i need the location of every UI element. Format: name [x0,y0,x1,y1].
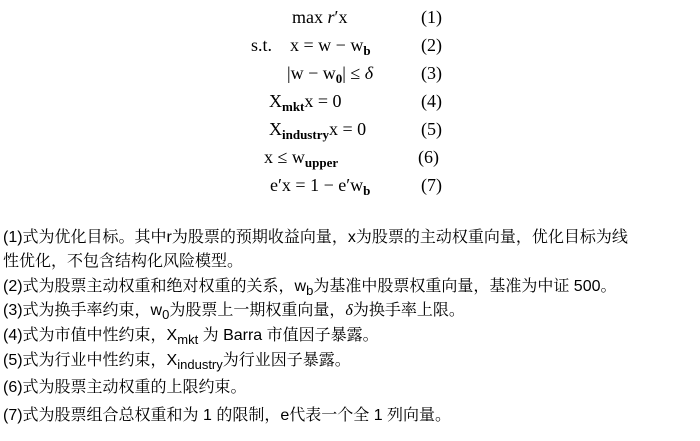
eq5-tail: x = 0 [328,119,367,139]
eq2-st: s.t. [251,35,273,55]
equation-6 [264,148,338,169]
eq3-sub: 0 [335,71,343,86]
equation-7 [270,176,370,197]
paragraph-7: (7)式为股票组合总权重和为 1 的限制，e代表一个全 1 列向量。 [3,407,452,424]
eq4-sub: mkt [282,99,305,114]
equation-1 [292,8,347,26]
paragraph-4 [3,325,697,351]
paragraph-2 [3,276,697,302]
equation-4-number: (4) [421,91,442,111]
paragraph-1-line-2: 性优化，不包含结构化风险模型。 [3,253,244,270]
p3-sub: 0 [162,307,170,322]
p3-text-b: 为股票上一期权重向量， [169,302,346,319]
eq7-body: e′x = 1 − e′w [270,175,364,195]
eq5-body: X [269,119,282,139]
p3-text-a: (3)式为换手率约束，w [3,302,163,319]
paragraph-5 [3,350,697,376]
paragraph-1-line-1: (1)式为优化目标。其中r为股票的预期收益向量，x为股票的主动权重向量，优化目标为线 [3,229,628,246]
eq1-max: max [292,7,328,27]
equation-2-number: (2) [421,35,442,55]
eq6-body: x ≤ w [264,147,305,167]
p3-text-c: 为换手率上限。 [352,302,465,319]
equation-3 [287,64,373,85]
equation-5-number: (5) [421,119,442,139]
paragraph-6: (6)式为股票主动权重的上限约束。 [3,379,247,396]
eq5-sub: industry [282,127,329,142]
p3-delta: δ [345,302,353,319]
p4-sub: mkt [177,332,199,347]
p2-text-b: 为基准中股票权重向量，基准为中证 500。 [313,278,617,295]
eq3-tail: | ≤ δ [342,63,374,83]
eq1-r: r [327,7,335,27]
p5-sub: industry [177,357,223,372]
eq4-tail: x = 0 [304,91,342,111]
p2-text-a: (2)式为股票主动权重和绝对权重的关系，w [3,278,307,295]
p5-text-b: 为行业因子暴露。 [222,352,351,369]
equation-2 [251,36,371,57]
equation-1-number: (1) [421,7,442,27]
eq2-sub: b [363,43,371,58]
equation-6-number: (6) [418,147,439,167]
paragraph-3 [3,300,697,326]
equation-3-number: (3) [421,63,442,83]
eq3-body: |w − w [287,63,336,83]
equation-4 [269,92,342,113]
eq6-sub: upper [304,155,339,170]
p2-sub: b [306,283,314,298]
equation-7-number: (7) [421,175,442,195]
eq2-body: x = w − w [290,35,364,55]
p5-text-a: (5)式为行业中性约束，X [3,352,178,369]
eq7-sub: b [363,183,371,198]
eq4-body: X [269,91,282,111]
p4-text-b: 为 Barra 市值因子暴露。 [198,327,379,344]
eq1-rest: ′x [334,7,348,27]
p4-text-a: (4)式为市值中性约束，X [3,327,178,344]
equation-5 [269,120,366,141]
